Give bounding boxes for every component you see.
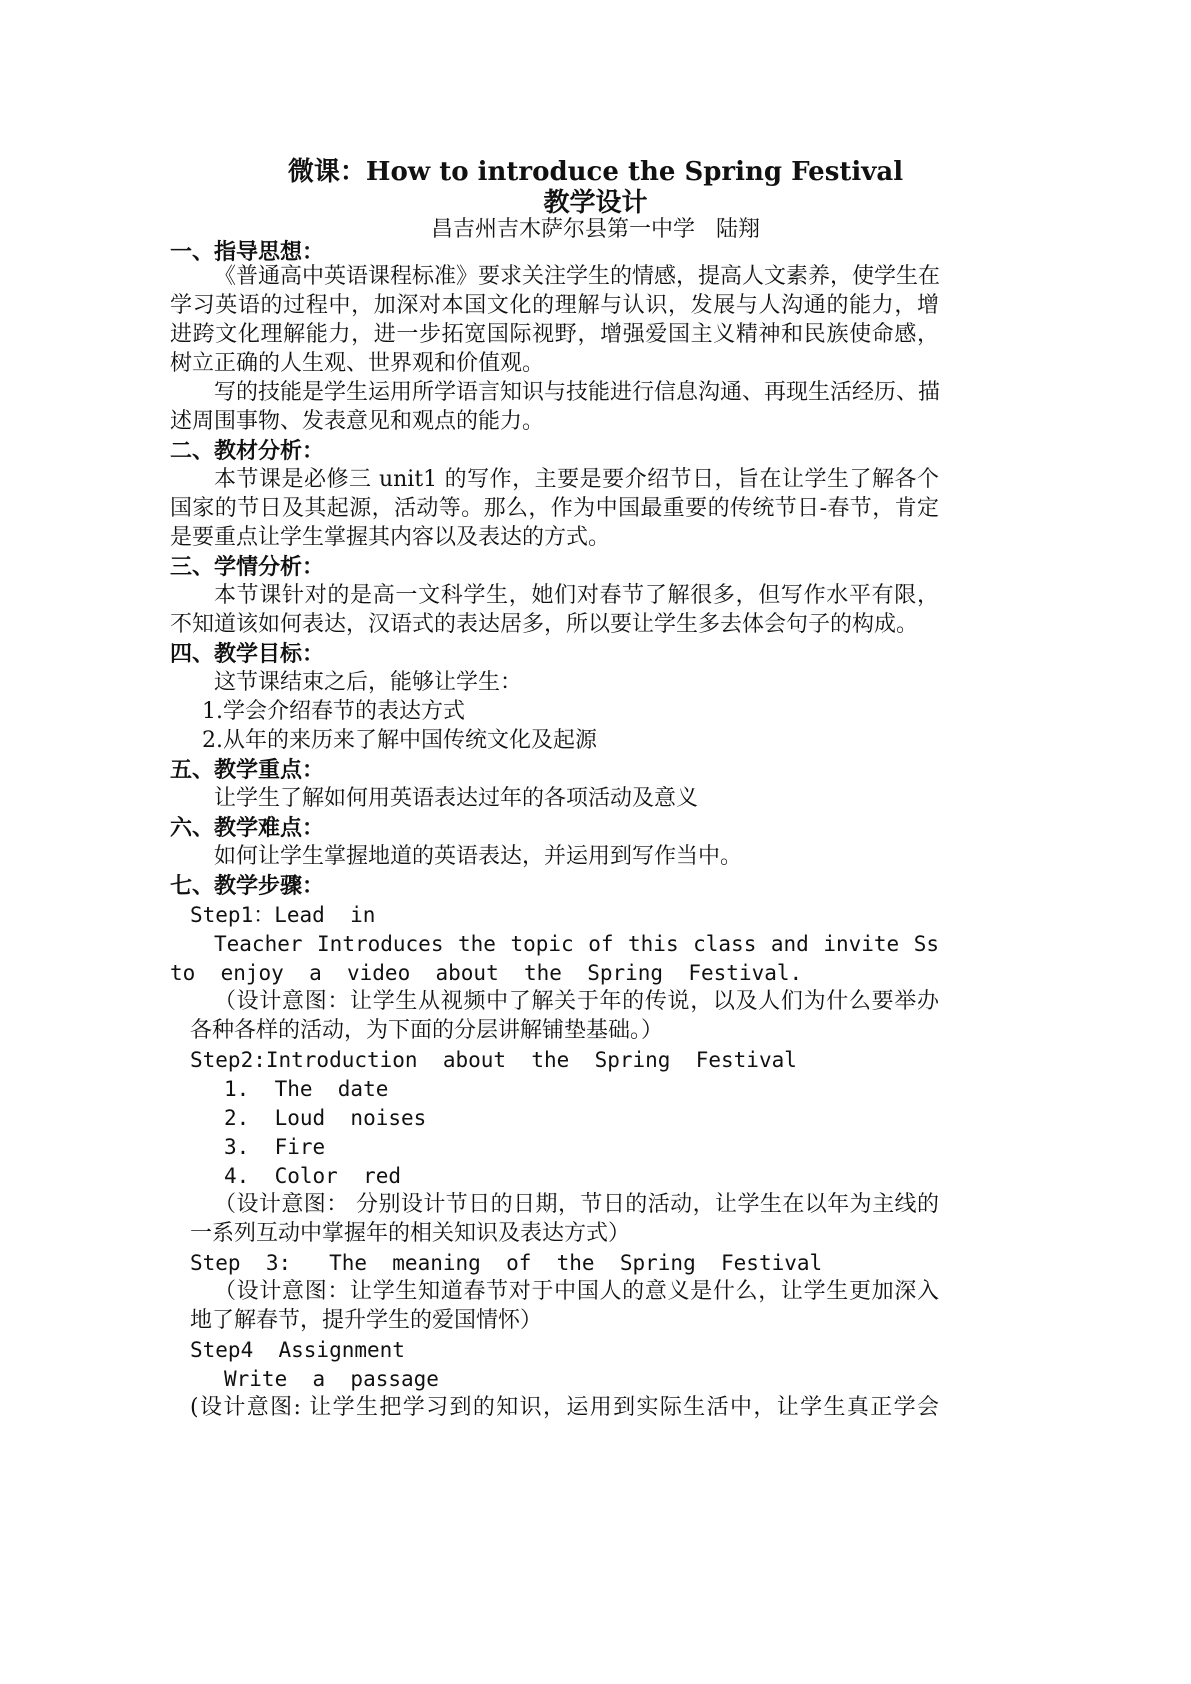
step1-note-line: 各种各样的活动，为下面的分层讲解铺垫基础。） xyxy=(190,1018,664,1043)
section-heading-1: 一、指导思想： xyxy=(170,239,325,265)
paragraph-line: 写的技能是学生运用所学语言知识与技能进行信息沟通、再现生活经历、描 xyxy=(214,380,941,405)
step1-body-line: Teacher Introduces the topic of this class and invite Ss xyxy=(214,932,939,956)
section-heading-2: 二、教材分析： xyxy=(170,438,325,464)
objective-item: 2.从年的来历来了解中国传统文化及起源 xyxy=(202,728,597,753)
section-heading-4: 四、教学目标： xyxy=(170,641,325,667)
section-heading-6: 六、教学难点： xyxy=(170,815,325,841)
paragraph-line: 述周围事物、发表意见和观点的能力。 xyxy=(170,409,545,434)
step2-item: 3. Fire xyxy=(224,1135,326,1159)
section-heading-7: 七、教学步骤： xyxy=(170,873,325,899)
section-heading-3: 三、学情分析： xyxy=(170,554,325,580)
paragraph-line: 本节课是必修三 unit1 的写作，主要是要介绍节日，旨在让学生了解各个 xyxy=(214,467,939,492)
paragraph-line: 国家的节日及其起源，活动等。那么，作为中国最重要的传统节日-春节，肯定 xyxy=(170,496,939,521)
paragraph-line: 《普通高中英语课程标准》要求关注学生的情感，提高人文素养，使学生在 xyxy=(214,264,941,289)
step3-title: Step 3: The meaning of the Spring Festival xyxy=(190,1251,823,1275)
step4-note-line: (设计意图: 让学生把学习到的知识，运用到实际生活中，让学生真正学会 xyxy=(190,1395,939,1420)
step1-note-line: （设计意图：让学生从视频中了解关于年的传说，以及人们为什么要举办 xyxy=(214,989,939,1014)
step3-note-line: （设计意图：让学生知道春节对于中国人的意义是什么，让学生更加深入 xyxy=(214,1279,939,1304)
doc-author: 昌吉州吉木萨尔县第一中学 陆翔 xyxy=(431,217,760,242)
paragraph-line: 不知道该如何表达，汉语式的表达居多，所以要让学生多去体会句子的构成。 xyxy=(170,612,919,637)
key-point-text: 让学生了解如何用英语表达过年的各项活动及意义 xyxy=(214,786,699,811)
step1-title: Step1：Lead in xyxy=(190,903,376,927)
step3-note-line: 地了解春节，提升学生的爱国情怀） xyxy=(190,1308,543,1333)
paragraph-line: 学习英语的过程中，加深对本国文化的理解与认识，发展与人沟通的能力，增 xyxy=(170,293,939,318)
difficulty-text: 如何让学生掌握地道的英语表达，并运用到写作当中。 xyxy=(214,844,743,869)
step2-note-line: （设计意图： 分别设计节日的日期，节日的活动，让学生在以年为主线的 xyxy=(214,1192,939,1217)
step4-title: Step4 Assignment xyxy=(190,1338,405,1362)
step2-title: Step2:Introduction about the Spring Festival xyxy=(190,1048,797,1072)
step2-item: 2. Loud noises xyxy=(224,1106,427,1130)
doc-subtitle: 教学设计 xyxy=(543,188,648,218)
doc-title: 微课：How to introduce the Spring Festival xyxy=(287,157,904,187)
paragraph-line: 是要重点让学生掌握其内容以及表达的方式。 xyxy=(170,525,611,550)
step2-note-line: 一系列互动中掌握年的相关知识及表达方式） xyxy=(190,1221,631,1246)
section-heading-5: 五、教学重点： xyxy=(170,757,325,783)
step4-body: Write a passage xyxy=(224,1367,439,1391)
objective-item: 1.学会介绍春节的表达方式 xyxy=(202,699,465,724)
paragraph-line: 本节课针对的是高一文科学生，她们对春节了解很多，但写作水平有限， xyxy=(214,583,939,608)
step1-body-line: to enjoy a video about the Spring Festival. xyxy=(170,961,803,985)
step2-item: 1. The date xyxy=(224,1077,389,1101)
paragraph-line: 树立正确的人生观、世界观和价值观。 xyxy=(170,351,545,376)
objectives-intro: 这节课结束之后，能够让学生： xyxy=(214,670,523,695)
step2-item: 4. Color red xyxy=(224,1164,402,1188)
paragraph-line: 进跨文化理解能力，进一步拓宽国际视野，增强爱国主义精神和民族使命感， xyxy=(170,322,939,347)
